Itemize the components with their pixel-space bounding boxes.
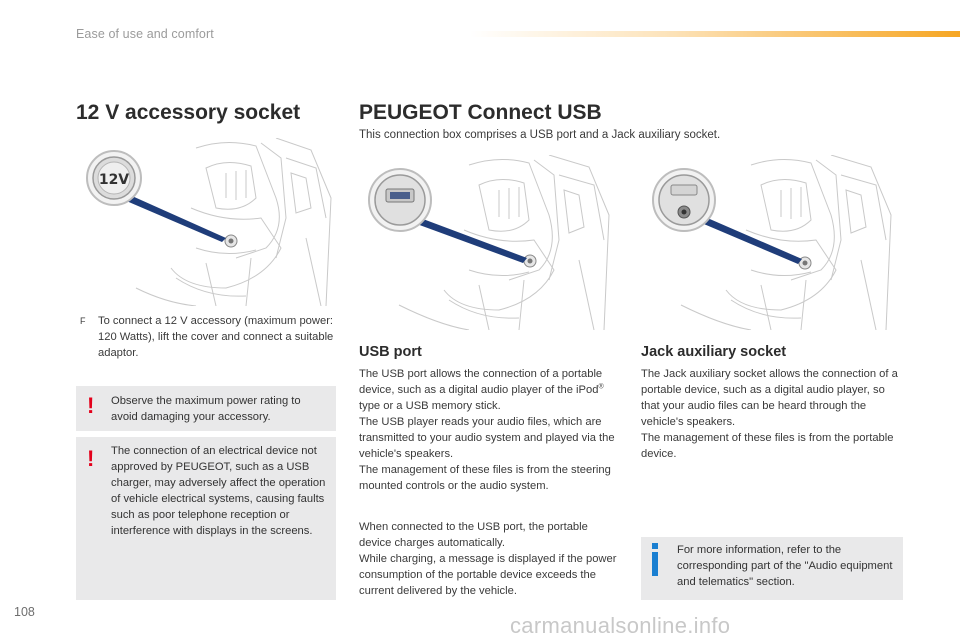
- accessory-socket-title: 12 V accessory socket: [76, 101, 301, 124]
- connect-usb-title: PEUGEOT Connect USB: [359, 101, 602, 124]
- accessory-socket-instruction: [76, 313, 336, 361]
- jack-socket-description: [641, 366, 906, 462]
- power-rating-warning-text: Observe the maximum power rating to avoid damaging your accessory.: [111, 395, 301, 423]
- bullet-marker: F: [80, 316, 86, 326]
- usb-port-description: [359, 366, 621, 494]
- warning-icon: !: [87, 393, 95, 418]
- usb-charging-paragraph-1: When connected to the USB port, the portable device charges automatically.: [359, 521, 588, 549]
- usb-charging-description: [359, 519, 621, 599]
- warning-icon: !: [87, 446, 95, 471]
- page-number: 108: [14, 605, 35, 619]
- usb-port-illustration: [359, 155, 621, 330]
- watermark: carmanualsonline.info: [510, 613, 731, 638]
- usb-port-paragraph-1: The USB port allows the connection of a portable device, such as a digital audio player of the iPod® type or a USB memory stick.: [359, 368, 604, 412]
- connect-usb-intro: This connection box comprises a USB port and a Jack auxiliary socket.: [359, 129, 721, 141]
- usb-charging-paragraph-2: While charging, a message is displayed if the power consumption of the portable device exceeds the current delivered by the vehicle.: [359, 553, 617, 597]
- unapproved-device-warning-text: The connection of an electrical device not approved by PEUGEOT, such as a USB charger, may adversely affect the operation of vehicle electrical systems, causing faults such as poor telephone reception or interference with displays in the screens.: [111, 445, 326, 537]
- jack-socket-paragraph-2: The management of these files is from the portable device.: [641, 432, 894, 460]
- usb-port-paragraph-3: The management of these files is from the steering mounted controls or the audio system.: [359, 464, 611, 492]
- jack-socket-illustration: [641, 155, 903, 330]
- jack-socket-title: Jack auxiliary socket: [641, 344, 787, 360]
- accessory-socket-instruction-text: To connect a 12 V accessory (maximum power: 120 Watts), lift the cover and connect a suitable adaptor.: [98, 315, 334, 359]
- section-header: Ease of use and comfort: [76, 27, 214, 41]
- accessory-socket-illustration: [76, 138, 336, 306]
- audio-info-note: [641, 537, 903, 600]
- power-rating-warning: [76, 386, 336, 431]
- info-icon: [652, 543, 658, 575]
- audio-info-note-text: For more information, refer to the corresponding part of the "Audio equipment and telematics" section.: [677, 544, 893, 588]
- unapproved-device-warning: [76, 437, 336, 600]
- socket-label: 12V: [98, 172, 130, 188]
- jack-socket-paragraph-1: The Jack auxiliary socket allows the connection of a portable device, such as a digital audio player, so that your audio files can be heard through the vehicle's speakers.: [641, 368, 898, 428]
- usb-port-title: USB port: [359, 344, 422, 360]
- usb-port-paragraph-2: The USB player reads your audio files, which are transmitted to your audio system and played via the vehicle's speakers.: [359, 416, 615, 460]
- header-accent-bar: [470, 31, 960, 37]
